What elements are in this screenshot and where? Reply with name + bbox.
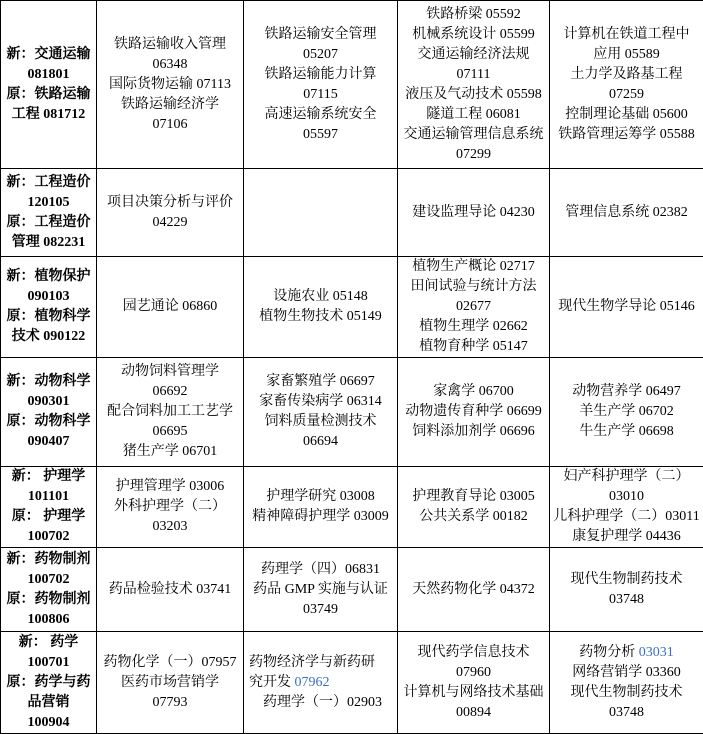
course-line: 建设监理导论 04230 [400,203,547,223]
course-cell [244,1,398,169]
course-cell [244,257,398,358]
course-line: 机械系统设计 05599 [400,25,547,45]
program-cell [1,257,97,358]
course-cell [398,257,550,358]
course-cell [97,467,244,548]
course-line: 药理学（四）06831 [246,560,395,580]
table-row [1,1,703,169]
course-line: 动物遗传育种学 06699 [400,402,547,422]
course-line: 交通运输经济法规 [400,45,547,65]
program-cell [1,632,97,734]
course-line: 土力学及路基工程 [552,65,701,85]
course-cell [244,632,398,734]
table-row [1,548,703,632]
course-cell [550,632,703,734]
course-cell [550,467,703,548]
course-cell [398,358,550,467]
course-line: 牛生产学 06698 [552,422,701,442]
course-line: 猪生产学 06701 [99,442,241,462]
course-line: 铁路管理运筹学 05588 [552,125,701,145]
course-line: 饲料质量检测技术 [246,412,395,432]
course-cell [398,548,550,632]
course-line: 现代生物制药技术 [552,683,701,703]
program-line: 原：植物科学 [3,307,94,327]
course-line: 04229 [99,213,241,233]
course-line: 现代药学信息技术 [400,643,547,663]
program-line: 工程 081712 [3,105,94,125]
course-line: 护理学研究 03008 [246,487,395,507]
course-cell [244,358,398,467]
course-line: 天然药物化学 04372 [400,580,547,600]
course-cell [97,257,244,358]
accent-course-code: 07962 [295,675,330,690]
course-line: 家畜繁殖学 06697 [246,372,395,392]
program-line: 原： 护理学 [3,507,94,527]
course-cell [398,169,550,257]
course-cell [550,169,703,257]
program-cell [1,358,97,467]
table-row [1,358,703,467]
course-cell [97,1,244,169]
course-cell [244,548,398,632]
course-cell [550,257,703,358]
course-line: 交通运输管理信息系统 [400,125,547,145]
course-cell [398,467,550,548]
course-line: 06692 [99,382,241,402]
course-line: 园艺通论 06860 [99,297,241,317]
course-line: 06695 [99,422,241,442]
course-line: 家禽学 06700 [400,382,547,402]
course-line: 03749 [246,600,395,620]
course-line: 应用 05589 [552,45,701,65]
course-line: 饲料添加剂学 06696 [400,422,547,442]
course-cell [398,1,550,169]
course-line: 康复护理学 04436 [552,527,701,547]
program-line: 品营销 [3,693,94,713]
course-line [552,643,701,663]
course-line: 07106 [99,115,241,135]
course-line: 药品 GMP 实施与认证 [246,580,395,600]
course-line: 03010 [552,487,701,507]
program-line: 新： 护理学 [3,467,94,487]
course-table-body [1,1,703,734]
course-line: 田间试验与统计方法 [400,277,547,297]
program-line: 100702 [3,527,94,547]
program-line: 100904 [3,713,94,733]
program-line: 新：交通运输 [3,45,94,65]
accent-course-code: 03031 [639,645,674,660]
program-line: 100702 [3,570,94,590]
course-line: 控制理论基础 05600 [552,105,701,125]
course-line: 现代生物学导论 05146 [552,297,701,317]
course-line: 计算机与网络技术基础 [400,683,547,703]
program-line: 管理 082231 [3,233,94,253]
course-line: 植物生理学 02662 [400,317,547,337]
program-line: 120105 [3,193,94,213]
course-line: 羊生产学 06702 [552,402,701,422]
course-cell [97,632,244,734]
program-cell [1,1,97,169]
course-line: 药品检验技术 03741 [99,580,241,600]
program-line: 技术 090122 [3,327,94,347]
course-line [249,673,395,693]
program-line: 新：动物科学 [3,372,94,392]
program-line: 100806 [3,610,94,630]
program-cell [1,169,97,257]
course-text: 药物分析 [579,645,639,660]
course-line: 03748 [552,590,701,610]
program-cell [1,467,97,548]
course-line: 植物生物技术 05149 [246,307,395,327]
course-line: 00894 [400,703,547,723]
course-line: 动物饲料管理学 [99,362,241,382]
program-line: 新：植物保护 [3,267,94,287]
course-line: 06694 [246,432,395,452]
course-line: 03748 [552,703,701,723]
course-line: 药理学（一）02903 [249,693,395,713]
course-line: 液压及气动技术 05598 [400,85,547,105]
course-line: 隧道工程 06081 [400,105,547,125]
course-line: 护理教育导论 03005 [400,487,547,507]
course-line: 07960 [400,663,547,683]
course-line: 护理管理学 03006 [99,477,241,497]
program-line: 081801 [3,65,94,85]
course-line: 07793 [99,693,241,713]
course-line: 现代生物制药技术 [552,570,701,590]
program-line: 090103 [3,287,94,307]
course-line: 05597 [246,125,395,145]
course-line: 03203 [99,517,241,537]
course-text: 究开发 [249,675,295,690]
course-line: 网络营销学 03360 [552,663,701,683]
course-line: 06348 [99,55,241,75]
course-line: 设施农业 05148 [246,287,395,307]
course-cell [550,1,703,169]
course-line: 儿科护理学（二）03011 [552,507,701,527]
program-line: 原：铁路运输 [3,85,94,105]
course-line: 项目决策分析与评价 [99,193,241,213]
program-line: 101101 [3,487,94,507]
program-cell [1,548,97,632]
course-line: 高速运输系统安全 [246,105,395,125]
course-cell [97,358,244,467]
course-cell [97,548,244,632]
program-line: 原：工程造价 [3,213,94,233]
course-line: 05207 [246,45,395,65]
course-line: 07259 [552,85,701,105]
course-cell [550,548,703,632]
table-row [1,257,703,358]
course-cell [550,358,703,467]
course-cell [97,169,244,257]
course-line: 药物化学（一）07957 [99,653,241,673]
program-line: 新：药物制剂 [3,550,94,570]
course-line: 07115 [246,85,395,105]
program-line: 090301 [3,392,94,412]
course-line: 铁路运输收入管理 [99,35,241,55]
course-line: 02677 [400,297,547,317]
program-line: 100701 [3,653,94,673]
course-line: 动物营养学 06497 [552,382,701,402]
course-line: 植物生产概论 02717 [400,257,547,277]
course-line: 计算机在铁道工程中 [552,25,701,45]
course-line: 铁路运输能力计算 [246,65,395,85]
course-line: 铁路桥梁 05592 [400,5,547,25]
course-line: 铁路运输安全管理 [246,25,395,45]
program-line: 原：药学与药 [3,673,94,693]
course-line: 公共关系学 00182 [400,507,547,527]
course-line: 07111 [400,65,547,85]
program-line: 原：药物制剂 [3,590,94,610]
course-line: 药物经济学与新药研 [249,653,395,673]
course-line: 07299 [400,145,547,165]
course-line: 铁路运输经济学 [99,95,241,115]
course-cell [398,632,550,734]
course-line: 配合饲料加工工艺学 [99,402,241,422]
table-row [1,169,703,257]
table-row [1,467,703,548]
course-cell [244,169,398,257]
course-line: 妇产科护理学（二） [552,467,701,487]
table-row [1,632,703,734]
program-line: 原：动物科学 [3,412,94,432]
course-line: 家畜传染病学 06314 [246,392,395,412]
course-line: 医药市场营销学 [99,673,241,693]
course-line: 植物育种学 05147 [400,337,547,357]
course-line: 精神障碍护理学 03009 [246,507,395,527]
program-line: 新：工程造价 [3,173,94,193]
course-line: 国际货物运输 07113 [99,75,241,95]
program-line: 090407 [3,432,94,452]
course-line: 管理信息系统 02382 [552,203,701,223]
course-cell [244,467,398,548]
program-line: 新： 药学 [3,633,94,653]
course-line: 外科护理学（二） [99,497,241,517]
